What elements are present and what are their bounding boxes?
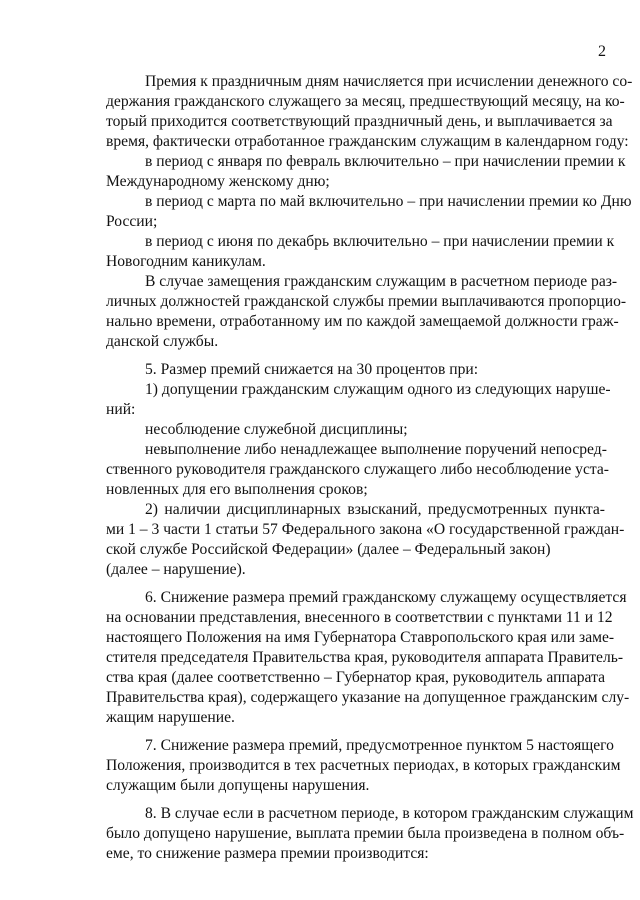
text-line: служащим были допущены нарушения.: [106, 777, 370, 794]
text-line: настоящего Положения на имя Губернатора Ставропольского края или заме-: [106, 629, 615, 646]
text-line: В случае замещения гражданским служащим в расчетном периоде раз-: [145, 273, 618, 290]
page-number: 2: [598, 43, 606, 60]
text-line: (далее – нарушение).: [106, 561, 246, 578]
text-line: стителя председателя Правительства края, руководителя аппарата Правитель-: [106, 649, 624, 666]
text-line: 5. Размер премий снижается на 30 процентов при:: [145, 361, 479, 378]
text-line: ской службе Российской Федерации» (далее – Федеральный закон): [106, 541, 551, 558]
text-line: ний:: [106, 401, 136, 418]
text-line: ми 1 – 3 части 1 статьи 57 Федерального закона «О государственной граждан-: [106, 521, 625, 538]
text-line: 7. Снижение размера премий, предусмотренное пунктом 5 настоящего: [145, 737, 614, 754]
text-line: Премия к праздничным дням начисляется при исчислении денежного со-: [145, 73, 633, 90]
text-line: Международному женскому дню;: [106, 173, 330, 190]
text-line: еме, то снижение размера премии производится:: [106, 845, 429, 862]
text-line: торый приходится соответствующий праздничный день, и выплачивается за: [106, 113, 613, 130]
text-line: данской службы.: [106, 333, 219, 350]
text-line: ственного руководителя гражданского служащего либо несоблюдение уста-: [106, 461, 609, 478]
text-line: в период с июня по декабрь включительно – при начислении премии к: [145, 233, 615, 250]
text-line: держания гражданского служащего за месяц, предшествующий месяцу, на ко-: [106, 93, 625, 110]
text-line: России;: [106, 213, 158, 230]
text-line: ства края (далее соответственно – Губернатор края, руководитель аппарата: [106, 669, 605, 686]
text-line: 2) наличии дисциплинарных взысканий, предусмотренных пункта-: [145, 501, 605, 518]
text-line: нально времени, отработанному им по каждой замещаемой должности граж-: [106, 313, 619, 330]
text-line: невыполнение либо ненадлежащее выполнение поручений непосред-: [145, 441, 607, 458]
text-line: жащим нарушение.: [106, 709, 235, 726]
text-line: Правительства края), содержащего указание на допущенное гражданским слу-: [106, 689, 630, 706]
text-line: Новогодним каникулам.: [106, 253, 266, 270]
text-line: новленных для его выполнения сроков;: [106, 481, 368, 498]
text-line: личных должностей гражданской службы премии выплачиваются пропорцио-: [106, 293, 627, 310]
text-line: в период с января по февраль включительно – при начислении премии к: [145, 153, 626, 170]
text-line: на основании представления, внесенного в соответствии с пунктами 11 и 12: [106, 609, 613, 626]
text-line: было допущено нарушение, выплата премии была произведена в полном объ-: [106, 825, 625, 842]
text-line: 1) допущении гражданским служащим одного из следующих наруше-: [145, 381, 611, 398]
text-line: 8. В случае если в расчетном периоде, в котором гражданским служащим: [145, 805, 634, 822]
text-line: несоблюдение служебной дисциплины;: [145, 421, 408, 438]
text-line: Положения, производится в тех расчетных периодах, в которых гражданским: [106, 757, 621, 774]
text-line: время, фактически отработанное гражданским служащим в календарном году:: [106, 133, 629, 150]
text-line: в период с марта по май включительно – при начислении премии ко Дню: [145, 193, 632, 210]
text-line: 6. Снижение размера премий гражданскому служащему осуществляется: [145, 589, 627, 606]
